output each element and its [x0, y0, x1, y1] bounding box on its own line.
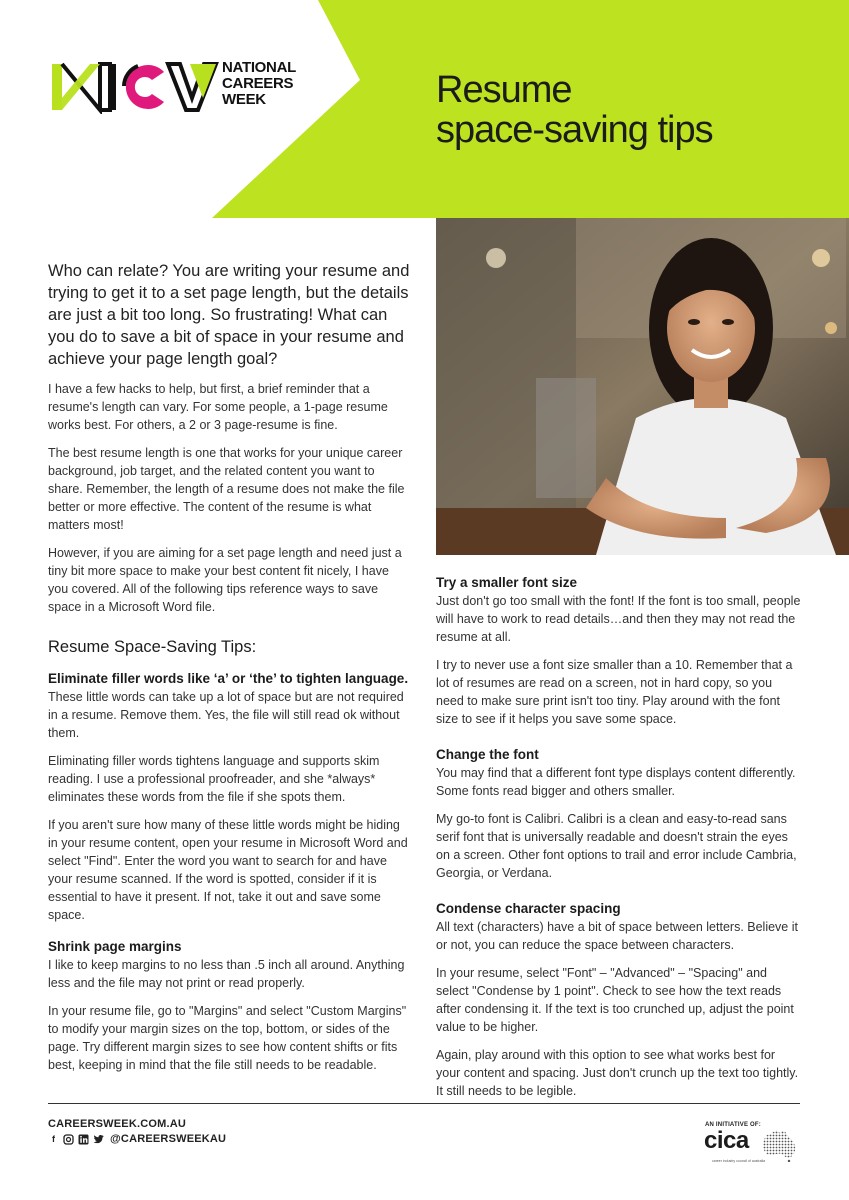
tip-heading: Condense character spacing — [436, 901, 621, 916]
tip-heading: Shrink page margins — [48, 939, 182, 954]
intro-paragraph: However, if you are aiming for a set page length and need just a tiny bit more space to make your best content fit nicely, I have you covered. All of the following tips reference ways to save space in a Microsoft Word file. — [48, 546, 402, 614]
title-line-1: Resume — [436, 69, 572, 111]
tip-page-margins — [48, 938, 410, 1074]
tip-font-size — [436, 574, 802, 728]
left-column — [48, 260, 410, 1088]
tip-filler-words — [48, 670, 410, 924]
right-column — [436, 574, 802, 1118]
intro-paragraph: I have a few hacks to help, but first, a brief reminder that a resume's length can vary. For some people, a 1-page resume works best. For others, a 2 or 3 page-resume is fine. — [48, 382, 388, 432]
footer-website-link[interactable]: CAREERSWEEK.COM.AU — [48, 1118, 187, 1130]
logo-line-2: CAREERS — [222, 75, 294, 92]
tip-heading: Eliminate filler words like ‘a’ or ‘the’ to tighten language. — [48, 671, 409, 686]
tip-paragraph: My go-to font is Calibri. Calibri is a clean and easy-to-read sans serif font that is universally readable and doesn't strain the eyes on a screen. Other font options to trail and error include Cambria, Georgia, or Verdana. — [436, 812, 797, 880]
twitter-icon[interactable] — [93, 1134, 104, 1145]
logo-line-3: WEEK — [222, 91, 266, 108]
cica-tagline: career industry council of australia — [712, 1159, 766, 1163]
tip-change-font — [436, 746, 802, 882]
intro-paragraph: The best resume length is one that works for your unique career background, job target, and the related content you want to share. Remember, the length of a resume does not make the file better or more effective. The content of the resume is what matters most! — [48, 446, 405, 532]
instagram-icon[interactable] — [63, 1134, 74, 1145]
footer-divider — [48, 1103, 800, 1104]
title-line-2: space-saving tips — [436, 109, 713, 151]
logo-wordmark — [222, 60, 296, 108]
tip-paragraph: In your resume, select "Font" – "Advanced" – "Spacing" and select "Condense by 1 point". Check to see how the text reads after condensing it. If the text is too crunched up, adjust the point value to be higher. — [436, 966, 794, 1034]
tip-paragraph: I try to never use a font size smaller than a 10. Remember that a lot of resumes are read on a screen, not in hard copy, so you need to make sure print isn't too tiny. Play around with the font size to see if it helps you save some space. — [436, 658, 793, 726]
facebook-icon[interactable]: f — [52, 1134, 55, 1144]
tip-character-spacing — [436, 900, 802, 1100]
linkedin-icon[interactable] — [78, 1134, 89, 1145]
woman-portrait-photo — [436, 218, 849, 555]
tip-paragraph: Again, play around with this option to see what works best for your content and spacing. Just don't crunch up the text too tightly. It still needs to be legible. — [436, 1048, 799, 1098]
tip-paragraph: If you aren't sure how many of these little words might be hiding in your resume content, open your resume in Microsoft Word and select "Find". Enter the word you want to search for and have your resume scanned. If the word is spotted, consider if it is essential to have it present. If not, take it out and save some space. — [48, 818, 408, 922]
logo-line-1: NATIONAL — [222, 59, 296, 76]
footer-social-handle[interactable]: @CAREERSWEEKAU — [110, 1133, 227, 1145]
tip-heading: Try a smaller font size — [436, 575, 578, 590]
tip-paragraph: In your resume file, go to "Margins" and select "Custom Margins" to modify your margin sizes on the top, bottom, or sides of the page. Try different margin sizes to see how content shifts or fits best, keeping in mind that the file still needs to be readable. — [48, 1004, 407, 1072]
tip-paragraph: Eliminating filler words tightens language and supports skim reading. I use a professional proofreader, and she *always* eliminates these words from the file if she spots them. — [48, 754, 380, 804]
tip-heading: Change the font — [436, 747, 539, 762]
tip-paragraph: All text (characters) have a bit of space between letters. Believe it or not, you can reduce the space between characters. — [436, 920, 798, 952]
page-title — [436, 70, 713, 150]
initiative-label: AN INITIATIVE OF: — [705, 1122, 761, 1128]
tip-paragraph: These little words can take up a lot of space but are not required in a resume. Remove them. Yes, the file will still read ok without them. — [48, 690, 404, 740]
intro-lead: Who can relate? You are writing your resume and trying to get it to a set page length, but the details are just a bit too long. So frustrating! What can you do to save a bit of space in your resume and achieve your page length goal? — [48, 262, 410, 368]
tip-paragraph: Just don't go too small with the font! If the font is too small, people will have to work to read details…and then they may not read the resume at all. — [436, 594, 801, 644]
tip-paragraph: You may find that a different font type displays content differently. Some fonts read bigger and others smaller. — [436, 766, 796, 798]
tips-heading: Resume Space-Saving Tips: — [48, 638, 257, 656]
footer-social-links — [48, 1133, 226, 1145]
cica-logo-text: cica — [704, 1127, 749, 1154]
australia-map-icon — [760, 1128, 798, 1162]
tip-paragraph: I like to keep margins to no less than .5 inch all around. Anything less and the file may not print or read properly. — [48, 958, 405, 990]
